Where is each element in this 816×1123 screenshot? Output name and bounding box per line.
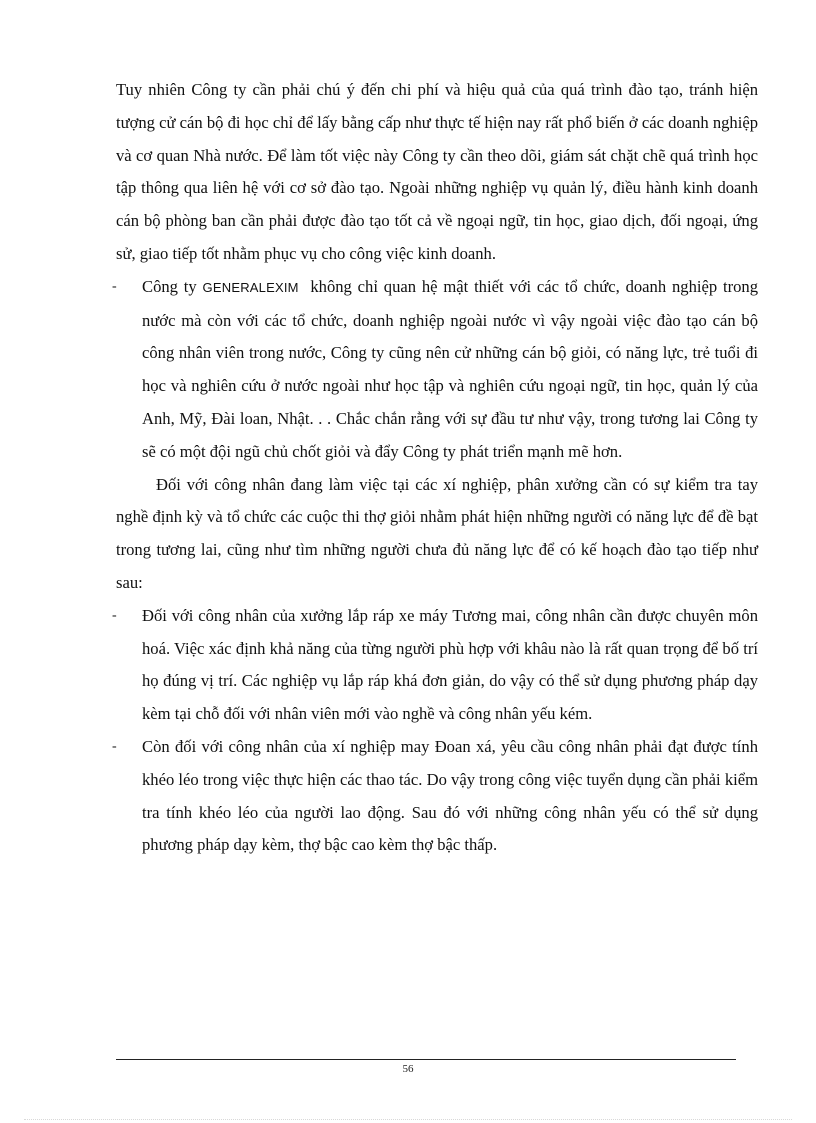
bullet-text-before: Công ty [142, 276, 197, 296]
bullet-text: Đối với công nhân của xưởng lắp ráp xe máy Tương mai, công nhân cần được chuyên môn hoá. Việc xác định khả năng của từng người phù hợp với khâu nào là rất quan trọng để bố trí họ đúng vị trí. Các nghiệp vụ lắp ráp khá đơn giản, do vậy có thể sử dụng phương pháp dạy kèm tại chỗ đối với nhân viên mới vào nghề và công nhân yếu kém. [142, 605, 758, 724]
bullet-marker: - [112, 278, 117, 294]
bullet-marker: - [112, 738, 117, 754]
paragraph-cost-efficiency: Tuy nhiên Công ty cần phải chú ý đến chi phí và hiệu quả của quá trình đào tạo, tránh hiện tượng cử cán bộ đi học chỉ để lấy bằng cấp như thực tế hiện nay rất phổ biến ở các doanh nghiệp và cơ quan Nhà nước. Để làm tốt việc này Công ty cần theo dõi, giám sát chặt chẽ quá trình học tập thông qua liên hệ với cơ sở đào tạo. Ngoài những nghiệp vụ quản lý, điều hành kinh doanh cán bộ phòng ban cần phải được đào tạo tốt cả về ngoại ngữ, tin học, giao dịch, đối ngoại, ứng sử, giao tiếp tốt nhằm phục vụ cho công việc kinh doanh. [116, 80, 758, 263]
list-item-overseas-training [112, 271, 758, 469]
footer-divider [116, 1059, 736, 1060]
bullet-text: Còn đối với công nhân của xí nghiệp may Đoan xá, yêu cầu công nhân phải đạt được tính khéo léo trong việc thực hiện các thao tác. Do vậy trong công việc tuyển dụng cần phải kiểm tra tính khéo léo của người lao động. Sau đó với những công nhân yếu có thể sử dụng phương pháp dạy kèm, thợ bậc cao kèm thợ bậc thấp. [142, 736, 758, 855]
page-number: 56 [402, 1063, 414, 1075]
bullet-marker: - [112, 607, 117, 623]
list-item-assembly-workshop [112, 600, 758, 731]
company-name: GENERALEXIM [202, 279, 299, 295]
bullet-text-after: không chỉ quan hệ mật thiết với các tổ chức, doanh nghiệp trong nước mà còn với các tổ chức, doanh nghiệp ngoài nước vì vậy ngoài việc đào tạo cán bộ công nhân viên trong nước, Công ty cũng nên cử những cán bộ giỏi, có năng lực, trẻ tuổi đi học và nghiên cứu ở nước ngoài như học tập và nghiên cứu ngoại ngữ, tin học, quản lý của Anh, Mỹ, Đài loan, Nhật. . . Chắc chắn rằng với sự đầu tư như vậy, trong tương lai Công ty sẽ có một đội ngũ chủ chốt giỏi và đẩy Công ty phát triển mạnh mẽ hơn. [142, 276, 758, 461]
document-body [112, 74, 758, 862]
paragraph-worker-assessment: Đối với công nhân đang làm việc tại các xí nghiệp, phân xưởng cần có sự kiểm tra tay nghề định kỳ và tổ chức các cuộc thi thợ giỏi nhằm phát hiện những người có năng lực để đề bạt trong tương lai, cũng như tìm những người chưa đủ năng lực để có kế hoạch đào tạo tiếp như sau: [116, 474, 758, 592]
page-edge-dotted-line [24, 1119, 792, 1120]
list-item-garment-factory [112, 731, 758, 862]
